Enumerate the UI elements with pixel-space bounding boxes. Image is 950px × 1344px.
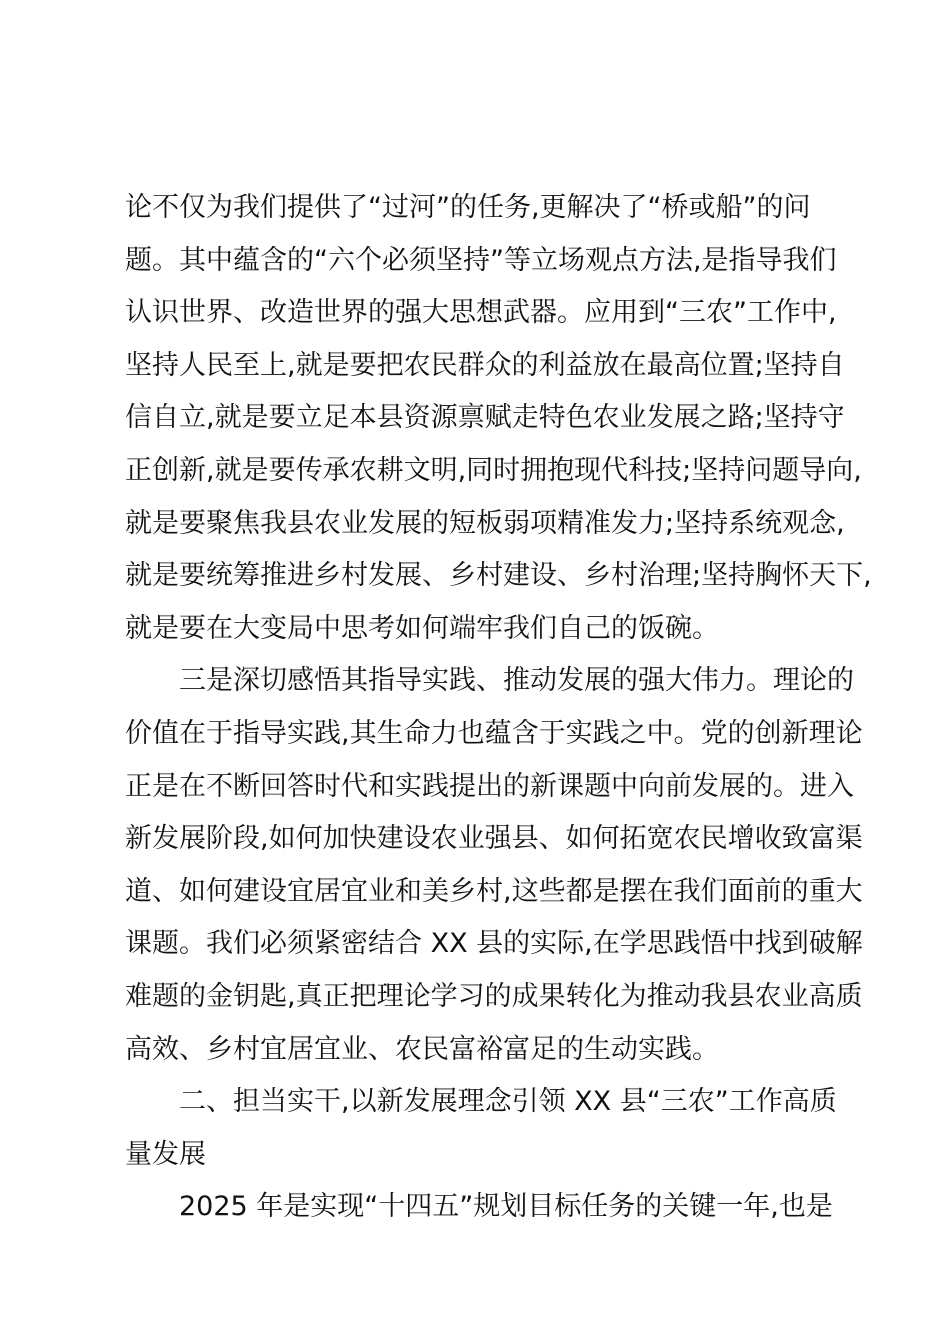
- paragraph-line: 信自立,就是要立足本县资源禀赋走特色农业发展之路;坚持守: [125, 402, 845, 434]
- paragraph-first-line: 2025 年是实现“十四五”规划目标任务的关键一年,也是: [179, 1191, 833, 1223]
- document-body: [125, 182, 872, 1234]
- paragraph-line: 题。其中蕴含的“六个必须坚持”等立场观点方法,是指导我们: [125, 244, 837, 276]
- paragraph-line: 难题的金钥匙,真正把理论学习的成果转化为推动我县农业高质: [125, 980, 863, 1012]
- section-heading-line: 二、担当实干,以新发展理念引领 XX 县“三农”工作高质: [179, 1086, 837, 1118]
- paragraph-line: 价值在于指导实践,其生命力也蕴含于实践之中。党的创新理论: [125, 717, 863, 749]
- paragraph-line: 论不仅为我们提供了“过河”的任务,更解决了“桥或船”的问: [125, 192, 811, 223]
- paragraph-line: 道、如何建设宜居宜业和美乡村,这些都是摆在我们面前的重大: [125, 875, 863, 907]
- paragraph-line: 就是要统筹推进乡村发展、乡村建设、乡村治理;坚持胸怀天下,: [125, 560, 872, 592]
- paragraph-line: 认识世界、改造世界的强大思想武器。应用到“三农”工作中,: [125, 297, 837, 329]
- paragraph-line: 新发展阶段,如何加快建设农业强县、如何拓宽农民增收致富渠: [125, 823, 863, 855]
- paragraph-first-line: 三是深切感悟其指导实践、推动发展的强大伟力。理论的: [179, 665, 854, 697]
- paragraph-line: 正创新,就是要传承农耕文明,同时拥抱现代科技;坚持问题导向,: [125, 454, 862, 486]
- section-heading-line: 量发展: [125, 1138, 206, 1170]
- paragraph-line: 坚持人民至上,就是要把农民群众的利益放在最高位置;坚持自: [125, 349, 845, 381]
- paragraph-line: 高效、乡村宜居宜业、农民富裕富足的生动实践。: [125, 1033, 719, 1065]
- paragraph-line: 就是要在大变局中思考如何端牢我们自己的饭碗。: [125, 612, 719, 644]
- paragraph-line: 正是在不断回答时代和实践提出的新课题中向前发展的。进入: [125, 770, 854, 802]
- paragraph-line: 课题。我们必须紧密结合 XX 县的实际,在学思践悟中找到破解: [125, 928, 863, 960]
- paragraph-line: 就是要聚焦我县农业发展的短板弱项精准发力;坚持系统观念,: [125, 507, 845, 539]
